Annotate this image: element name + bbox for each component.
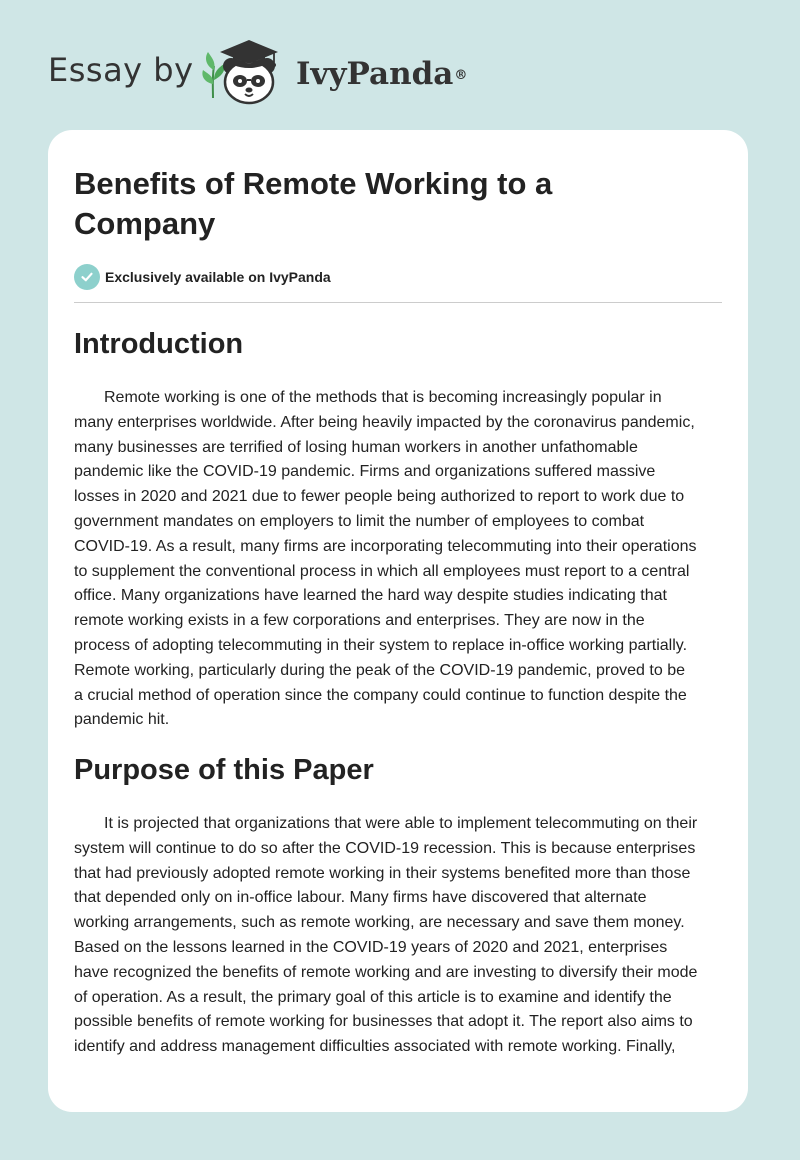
text-line: of operation. As a result, the primary goal of this article is to examine and identify the <box>74 988 672 1006</box>
paragraph-purpose <box>74 812 722 1060</box>
brand-prefix: Essay by <box>48 51 194 89</box>
section-heading-introduction: Introduction <box>74 328 244 360</box>
text-line: system will continue to do so after the COVID-19 recession. This is because enterprises <box>74 839 696 857</box>
text-line: remote working exists in a few corporations and enterprises. They are now in the <box>74 612 645 630</box>
page-title <box>74 164 694 244</box>
logo-wordmark[interactable] <box>296 54 467 94</box>
title-line: Company <box>74 206 216 241</box>
document-card <box>48 130 748 1112</box>
leaf-icon <box>202 52 224 98</box>
text-line: COVID-19. As a result, many firms are incorporating telecommuting into their operations <box>74 537 697 555</box>
text-line: It is projected that organizations that were able to implement telecommuting on their <box>104 815 698 832</box>
text-line: process of adopting telecommuting in their system to replace in-office working partially. <box>74 636 688 654</box>
panda-graduate-icon[interactable] <box>200 36 292 108</box>
section-heading-purpose: Purpose of this Paper <box>74 754 374 786</box>
text-line: possible benefits of remote working for businesses that adopt it. The report also aims to <box>74 1013 693 1031</box>
title-line: Benefits of Remote Working to a <box>74 166 553 201</box>
exclusive-badge <box>74 264 331 290</box>
text-line: to supplement the conventional process in which all employees must report to a central <box>74 562 690 580</box>
text-line: that depended only on in-office labour. Many firms have discovered that alternate <box>74 889 647 907</box>
site-header <box>0 0 800 130</box>
text-line: a crucial method of operation since the company could continue to function despite the <box>74 686 687 704</box>
text-line: identify and address management difficulties associated with remote working. Finally, <box>74 1038 676 1056</box>
check-circle-icon <box>74 264 100 290</box>
text-line: Remote working is one of the methods that is becoming increasingly popular in <box>104 389 662 406</box>
text-line: losses in 2020 and 2021 due to fewer people being authorized to report to work due to <box>74 488 685 506</box>
text-line: many enterprises worldwide. After being heavily impacted by the coronavirus pandemic, <box>74 413 695 431</box>
text-line: pandemic like the COVID-19 pandemic. Firms and organizations suffered massive <box>74 463 656 481</box>
paragraph-introduction <box>74 386 722 733</box>
text-line: that had previously adopted remote working in their systems benefited more than those <box>74 864 691 882</box>
logo-text: IvyPanda <box>296 56 454 92</box>
text-line: Remote working, particularly during the peak of the COVID-19 pandemic, proved to be <box>74 661 685 679</box>
registered-mark: ® <box>454 68 468 83</box>
text-line: government mandates on employers to limit the number of employees to combat <box>74 512 645 530</box>
badge-text: Exclusively available on IvyPanda <box>105 269 331 285</box>
text-line: many businesses are terrified of losing human workers in another unfathomable <box>74 438 638 456</box>
text-line: pandemic hit. <box>74 711 170 729</box>
text-line: office. Many organizations have learned the hard way despite studies indicating that <box>74 587 667 605</box>
text-line: have recognized the benefits of remote working and are investing to diversify their mode <box>74 963 698 981</box>
text-line: working arrangements, such as remote working, are necessary and save them money. <box>74 914 685 932</box>
divider <box>74 302 722 303</box>
text-line: Based on the lessons learned in the COVID-19 years of 2020 and 2021, enterprises <box>74 938 668 956</box>
